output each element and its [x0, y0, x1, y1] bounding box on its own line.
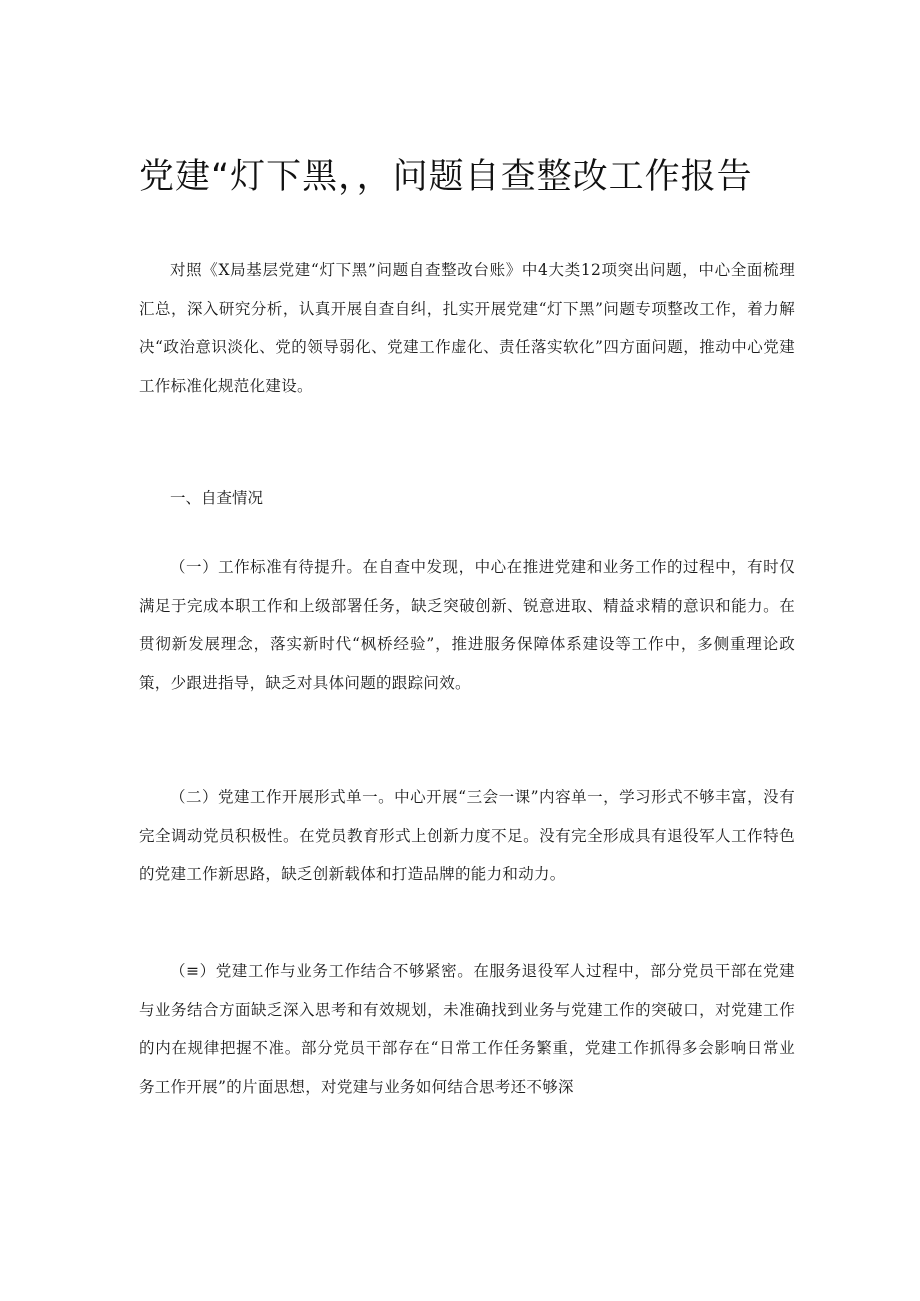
paragraph-item-1: （一）工作标准有待提升。在自查中发现，中心在推进党建和业务工作的过程中，有时仅满足于完成本职工作和上级部署任务，缺乏突破创新、锐意进取、精益求精的意识和能力。在贯彻新发展理念，落实新时代“枫桥经验”，推进服务保障体系建设等工作中，多侧重理论政策，少跟进指导，缺乏对具体问题的跟踪问效。	[139, 558, 795, 692]
intro-paragraph: 对照《X局基层党建“灯下黑”问题自查整改台账》中4大类12项突出问题，中心全面梳理汇总，深入研究分析，认真开展自查自纠，扎实开展党建“灯下黑”问题专项整改工作，着力解决“政治意识淡化、党的领导弱化、党建工作虚化、责任落实软化”四方面问题，推动中心党建工作标准化规范化建设。	[139, 261, 795, 395]
section-heading-self-inspection: 一、自查情况	[170, 489, 264, 507]
document-title: 党建“灯下黑，，问题自查整改工作报告	[139, 157, 753, 197]
paragraph-item-3: （≡）党建工作与业务工作结合不够紧密。在服务退役军人过程中，部分党员干部在党建与业务结合方面缺乏深入思考和有效规划，未准确找到业务与党建工作的突破口，对党建工作的内在规律把握不准。部分党员干部存在“日常工作任务繁重，党建工作抓得多会影响日常业务工作开展”的片面思想，对党建与业务如何结合思考还不够深	[139, 962, 795, 1096]
paragraph-item-2: （二）党建工作开展形式单一。中心开展“三会一课”内容单一，学习形式不够丰富，没有完全调动党员积极性。在党员教育形式上创新力度不足。没有完全形成具有退役军人工作特色的党建工作新思路，缺乏创新载体和打造品牌的能力和动力。	[139, 788, 795, 884]
